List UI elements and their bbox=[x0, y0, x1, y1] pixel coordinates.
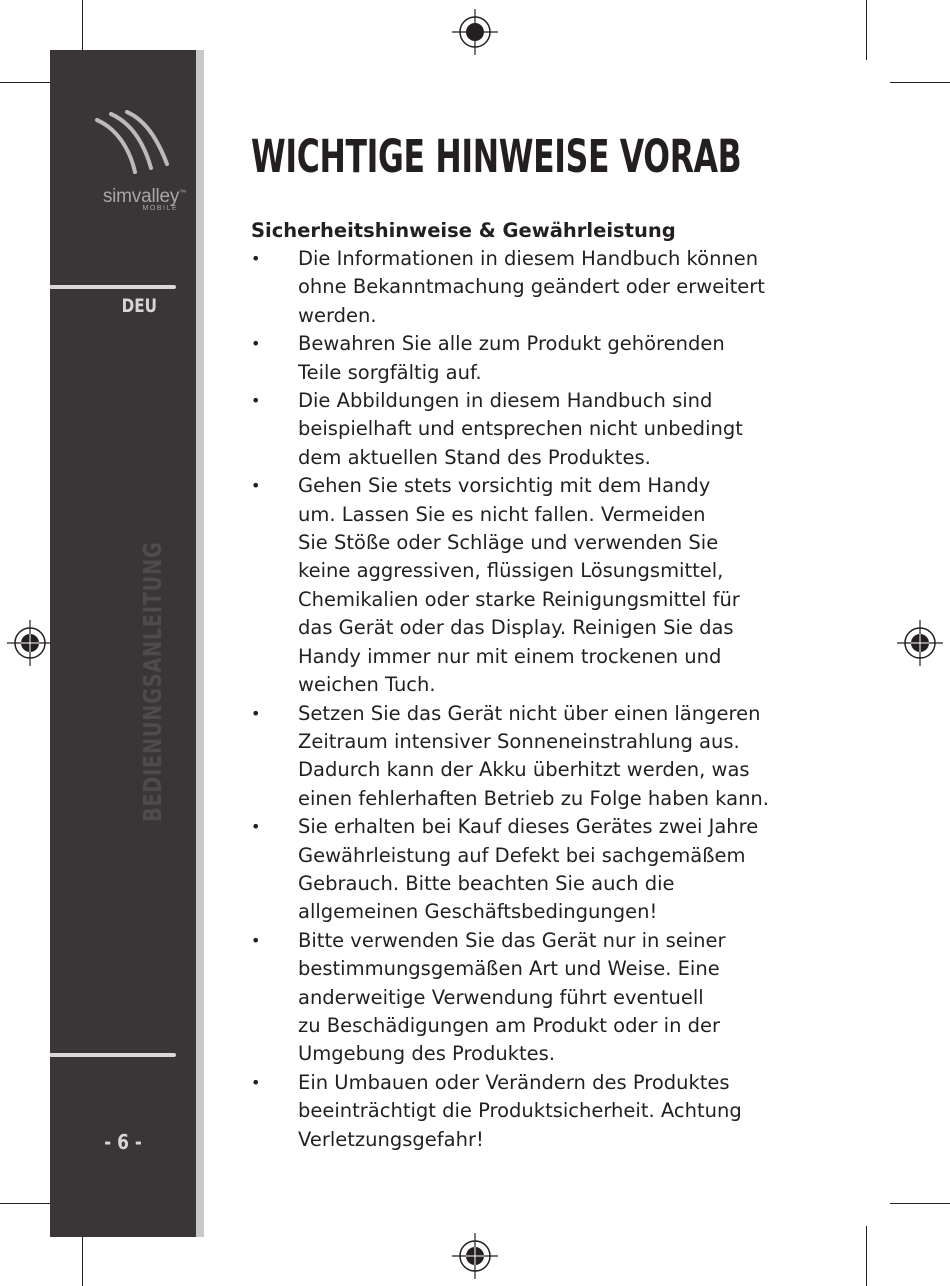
list-item-text: keine aggressiven, flüssigen Lösungsmittel, bbox=[298, 559, 724, 583]
list-item-text: Umgebung des Produktes. bbox=[298, 1042, 556, 1066]
list-item-text: Sie erhalten bei Kauf dieses Gerätes zwei Jahre bbox=[298, 815, 759, 839]
list-item-text: Setzen Sie das Gerät nicht über einen längeren bbox=[298, 701, 761, 725]
bullet-icon: • bbox=[251, 817, 261, 837]
language-code: DEU bbox=[121, 295, 157, 317]
registration-mark-icon bbox=[451, 1232, 499, 1280]
crop-mark bbox=[890, 82, 950, 83]
list-item-text: dem aktuellen Stand des Produktes. bbox=[298, 445, 651, 469]
list-item bbox=[251, 1069, 811, 1154]
list-item-text: beispielhaft und entsprechen nicht unbedingt bbox=[298, 417, 743, 441]
bullet-icon: • bbox=[251, 930, 261, 950]
list-item-text: Gewährleistung auf Defekt bei sachgemäßem bbox=[298, 843, 746, 867]
registration-mark-icon bbox=[896, 619, 944, 667]
list-item bbox=[251, 330, 811, 387]
list-item bbox=[251, 700, 811, 814]
bullet-icon: • bbox=[251, 391, 261, 411]
crop-mark bbox=[866, 0, 867, 60]
brand-logo-text: simvalley™ bbox=[102, 186, 186, 207]
list-item-text: beeinträchtigt die Produktsicherheit. Achtung bbox=[298, 1099, 742, 1123]
list-item-text: Bitte verwenden Sie das Gerät nur in seiner bbox=[298, 928, 726, 952]
list-item-text: Ein Umbauen oder Verändern des Produktes bbox=[298, 1070, 730, 1094]
list-item-text: ohne Bekanntmachung geändert oder erweitert bbox=[298, 275, 765, 299]
list-item-text: Dadurch kann der Akku überhitzt werden, was bbox=[298, 758, 750, 782]
list-item-text: Die Abbildungen in diesem Handbuch sind bbox=[298, 389, 713, 413]
list-item-text: Sie Stöße oder Schläge und verwenden Sie bbox=[298, 531, 719, 555]
list-item bbox=[251, 927, 811, 1069]
list-item-text: Verletzungsgefahr! bbox=[298, 1127, 484, 1151]
section-heading: Sicherheitshinweise & Gewährleistung bbox=[251, 219, 676, 242]
brand-logo-subtext: MOBILE bbox=[142, 205, 178, 212]
list-item-text: Gehen Sie stets vorsichtig mit dem Handy bbox=[298, 474, 711, 498]
list-item-text: Handy immer nur mit einem trockenen und bbox=[298, 644, 722, 668]
list-item-text: allgemeinen Geschäftsbedingungen! bbox=[298, 900, 658, 924]
list-item-text: weichen Tuch. bbox=[298, 673, 436, 697]
crop-mark bbox=[866, 1226, 867, 1286]
sidebar-divider bbox=[50, 1053, 176, 1057]
list-item-text: anderweitige Verwendung führt eventuell bbox=[298, 985, 704, 1009]
list-item-text: Gebrauch. Bitte beachten Sie auch die bbox=[298, 871, 675, 895]
list-item-text: zu Beschädigungen am Produkt oder in der bbox=[298, 1013, 721, 1037]
claw-logo-icon bbox=[93, 110, 183, 180]
list-item-text: Die Informationen in diesem Handbuch können bbox=[298, 247, 759, 270]
list-item-text: Teile sorgfältig auf. bbox=[298, 360, 482, 384]
bullet-icon: • bbox=[251, 334, 261, 354]
registration-mark-icon bbox=[6, 619, 54, 667]
list-item bbox=[251, 245, 811, 330]
registration-mark-icon bbox=[451, 8, 499, 56]
list-item-text: Zeitraum intensiver Sonneneinstrahlung aus. bbox=[298, 729, 740, 753]
bullet-list bbox=[251, 245, 811, 1154]
bullet-icon: • bbox=[251, 476, 261, 496]
bullet-icon: • bbox=[251, 1072, 261, 1092]
list-item-text: Chemikalien oder starke Reinigungsmittel für bbox=[298, 587, 740, 611]
bullet-icon: • bbox=[251, 703, 261, 723]
crop-mark bbox=[890, 1203, 950, 1204]
page-title: WICHTIGE HINWEISE VORAB bbox=[251, 130, 742, 183]
list-item bbox=[251, 813, 811, 927]
manual-vertical-label: BEDIENUNGSANLEITUNG bbox=[138, 541, 167, 822]
list-item-text: um. Lassen Sie es nicht fallen. Vermeiden bbox=[298, 502, 706, 526]
list-item bbox=[251, 387, 811, 472]
list-item-text: bestimmungsgemäßen Art und Weise. Eine bbox=[298, 957, 720, 981]
list-item-text: das Gerät oder das Display. Reinigen Sie das bbox=[298, 616, 734, 640]
sidebar-divider bbox=[50, 285, 176, 289]
bullet-icon: • bbox=[251, 249, 261, 268]
list-item-text: einen fehlerhaften Betrieb zu Folge haben kann. bbox=[298, 786, 769, 810]
sidebar bbox=[50, 50, 196, 1237]
page-number: - 6 - bbox=[104, 1130, 142, 1154]
list-item-text: Bewahren Sie alle zum Produkt gehörenden bbox=[298, 332, 725, 356]
list-item bbox=[251, 472, 811, 699]
list-item-text: werden. bbox=[298, 303, 377, 327]
